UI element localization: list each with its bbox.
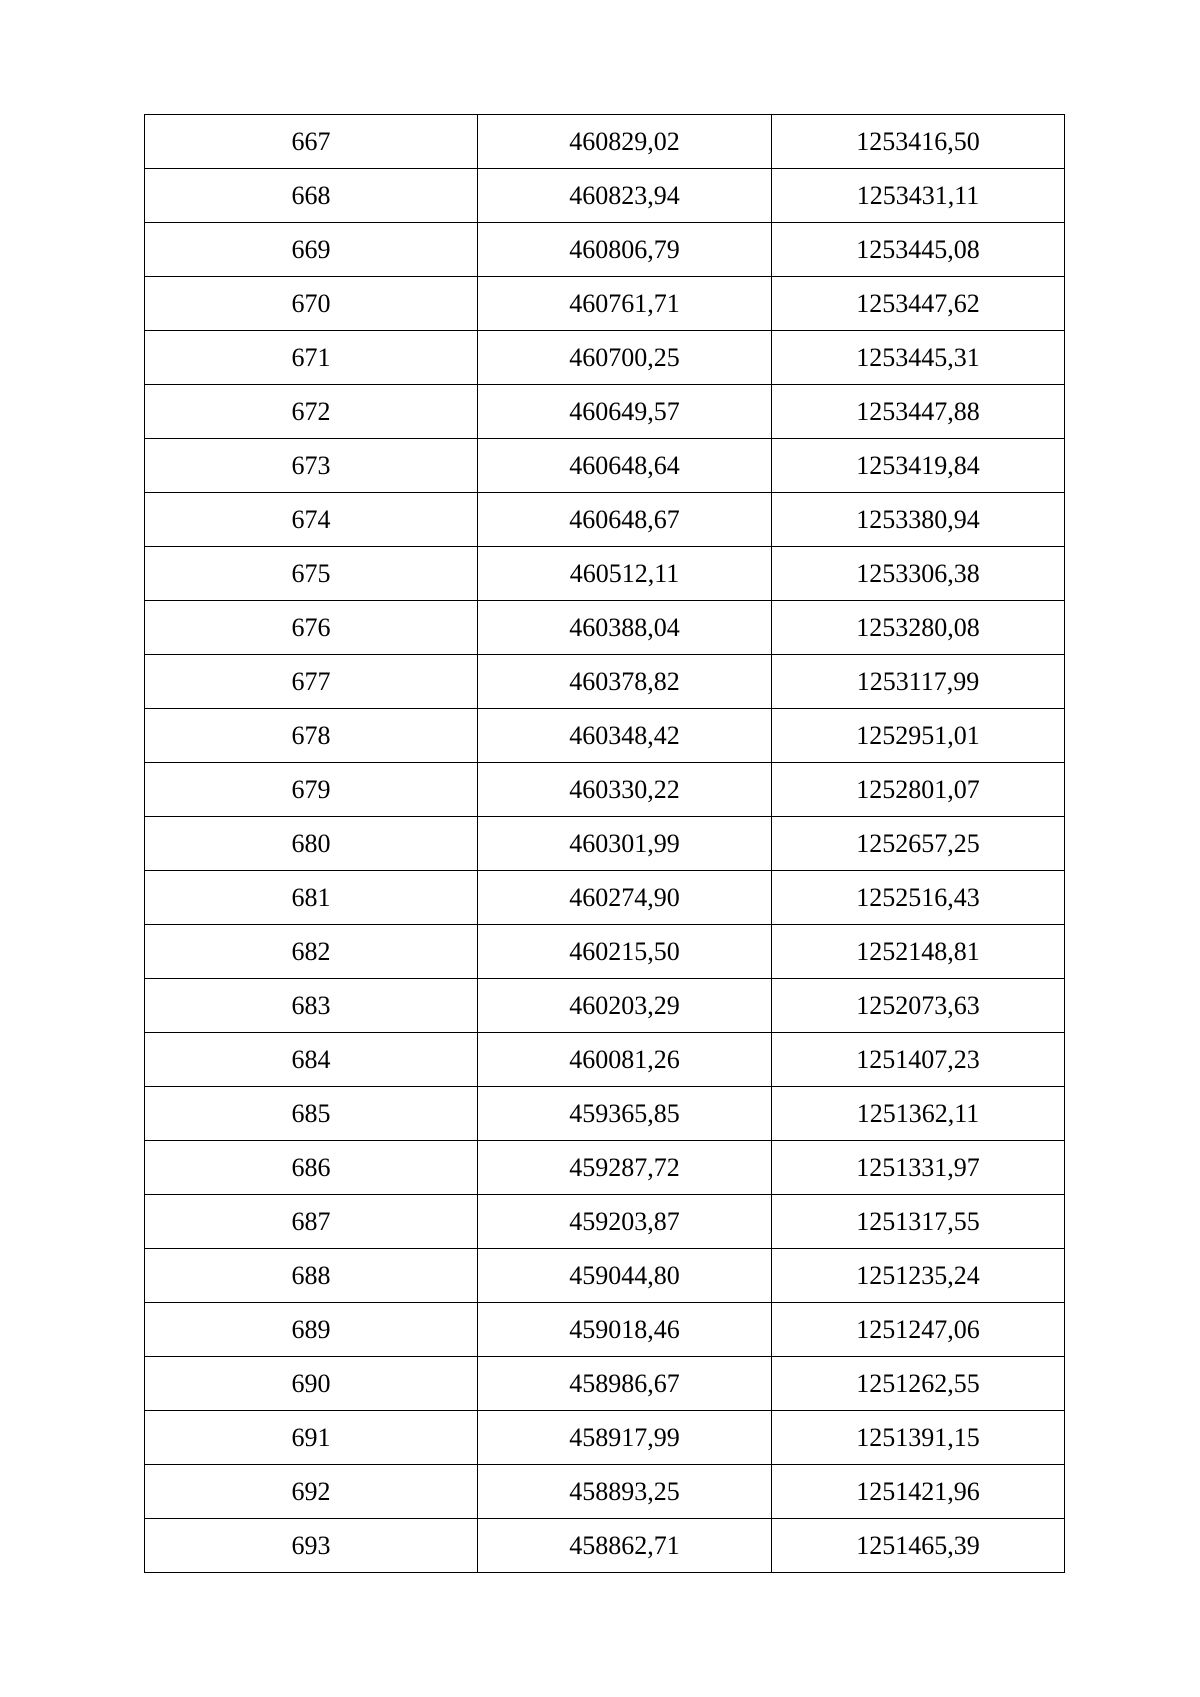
table-row — [145, 763, 1065, 817]
coordinates-table — [144, 114, 1065, 1573]
x-coordinate-cell: 459287,72 — [478, 1141, 772, 1195]
x-coordinate-cell: 460081,26 — [478, 1033, 772, 1087]
y-coordinate-cell: 1252657,25 — [772, 817, 1065, 871]
x-coordinate-cell: 460388,04 — [478, 601, 772, 655]
table-row — [145, 115, 1065, 169]
y-coordinate-cell: 1253280,08 — [772, 601, 1065, 655]
point-number-cell: 685 — [145, 1087, 478, 1141]
table-row — [145, 223, 1065, 277]
point-number-cell: 690 — [145, 1357, 478, 1411]
point-number-cell: 673 — [145, 439, 478, 493]
table-row — [145, 655, 1065, 709]
y-coordinate-cell: 1253445,08 — [772, 223, 1065, 277]
point-number-cell: 668 — [145, 169, 478, 223]
x-coordinate-cell: 460378,82 — [478, 655, 772, 709]
x-coordinate-cell: 458917,99 — [478, 1411, 772, 1465]
point-number-cell: 689 — [145, 1303, 478, 1357]
point-number-cell: 667 — [145, 115, 478, 169]
point-number-cell: 671 — [145, 331, 478, 385]
table-row — [145, 1141, 1065, 1195]
table-row — [145, 547, 1065, 601]
x-coordinate-cell: 460274,90 — [478, 871, 772, 925]
x-coordinate-cell: 460823,94 — [478, 169, 772, 223]
y-coordinate-cell: 1251235,24 — [772, 1249, 1065, 1303]
y-coordinate-cell: 1252801,07 — [772, 763, 1065, 817]
y-coordinate-cell: 1251331,97 — [772, 1141, 1065, 1195]
y-coordinate-cell: 1251421,96 — [772, 1465, 1065, 1519]
point-number-cell: 670 — [145, 277, 478, 331]
table-row — [145, 1303, 1065, 1357]
point-number-cell: 692 — [145, 1465, 478, 1519]
point-number-cell: 672 — [145, 385, 478, 439]
table-row — [145, 1087, 1065, 1141]
y-coordinate-cell: 1251317,55 — [772, 1195, 1065, 1249]
x-coordinate-cell: 460203,29 — [478, 979, 772, 1033]
point-number-cell: 679 — [145, 763, 478, 817]
y-coordinate-cell: 1252951,01 — [772, 709, 1065, 763]
point-number-cell: 677 — [145, 655, 478, 709]
coordinates-table-body — [145, 115, 1065, 1573]
point-number-cell: 684 — [145, 1033, 478, 1087]
x-coordinate-cell: 459044,80 — [478, 1249, 772, 1303]
point-number-cell: 687 — [145, 1195, 478, 1249]
table-row — [145, 493, 1065, 547]
y-coordinate-cell: 1252148,81 — [772, 925, 1065, 979]
table-row — [145, 979, 1065, 1033]
table-row — [145, 925, 1065, 979]
table-row — [145, 439, 1065, 493]
point-number-cell: 680 — [145, 817, 478, 871]
y-coordinate-cell: 1251247,06 — [772, 1303, 1065, 1357]
point-number-cell: 675 — [145, 547, 478, 601]
x-coordinate-cell: 459365,85 — [478, 1087, 772, 1141]
y-coordinate-cell: 1253419,84 — [772, 439, 1065, 493]
x-coordinate-cell: 460330,22 — [478, 763, 772, 817]
x-coordinate-cell: 460512,11 — [478, 547, 772, 601]
point-number-cell: 669 — [145, 223, 478, 277]
y-coordinate-cell: 1251465,39 — [772, 1519, 1065, 1573]
x-coordinate-cell: 460301,99 — [478, 817, 772, 871]
table-row — [145, 385, 1065, 439]
y-coordinate-cell: 1253447,62 — [772, 277, 1065, 331]
x-coordinate-cell: 458862,71 — [478, 1519, 772, 1573]
point-number-cell: 676 — [145, 601, 478, 655]
x-coordinate-cell: 458986,67 — [478, 1357, 772, 1411]
x-coordinate-cell: 458893,25 — [478, 1465, 772, 1519]
y-coordinate-cell: 1253306,38 — [772, 547, 1065, 601]
x-coordinate-cell: 460648,67 — [478, 493, 772, 547]
y-coordinate-cell: 1253447,88 — [772, 385, 1065, 439]
point-number-cell: 678 — [145, 709, 478, 763]
table-row — [145, 817, 1065, 871]
table-row — [145, 277, 1065, 331]
table-row — [145, 331, 1065, 385]
y-coordinate-cell: 1252516,43 — [772, 871, 1065, 925]
table-row — [145, 1195, 1065, 1249]
table-row — [145, 709, 1065, 763]
x-coordinate-cell: 459203,87 — [478, 1195, 772, 1249]
y-coordinate-cell: 1253445,31 — [772, 331, 1065, 385]
point-number-cell: 674 — [145, 493, 478, 547]
table-row — [145, 1519, 1065, 1573]
x-coordinate-cell: 460761,71 — [478, 277, 772, 331]
y-coordinate-cell: 1251362,11 — [772, 1087, 1065, 1141]
x-coordinate-cell: 460700,25 — [478, 331, 772, 385]
table-row — [145, 1249, 1065, 1303]
x-coordinate-cell: 460215,50 — [478, 925, 772, 979]
point-number-cell: 686 — [145, 1141, 478, 1195]
table-row — [145, 1033, 1065, 1087]
x-coordinate-cell: 460648,64 — [478, 439, 772, 493]
y-coordinate-cell: 1252073,63 — [772, 979, 1065, 1033]
y-coordinate-cell: 1253416,50 — [772, 115, 1065, 169]
y-coordinate-cell: 1251391,15 — [772, 1411, 1065, 1465]
y-coordinate-cell: 1251262,55 — [772, 1357, 1065, 1411]
point-number-cell: 693 — [145, 1519, 478, 1573]
y-coordinate-cell: 1251407,23 — [772, 1033, 1065, 1087]
point-number-cell: 681 — [145, 871, 478, 925]
point-number-cell: 691 — [145, 1411, 478, 1465]
y-coordinate-cell: 1253380,94 — [772, 493, 1065, 547]
table-row — [145, 1411, 1065, 1465]
y-coordinate-cell: 1253117,99 — [772, 655, 1065, 709]
table-row — [145, 1465, 1065, 1519]
x-coordinate-cell: 459018,46 — [478, 1303, 772, 1357]
table-row — [145, 169, 1065, 223]
point-number-cell: 688 — [145, 1249, 478, 1303]
point-number-cell: 682 — [145, 925, 478, 979]
point-number-cell: 683 — [145, 979, 478, 1033]
table-row — [145, 601, 1065, 655]
x-coordinate-cell: 460649,57 — [478, 385, 772, 439]
x-coordinate-cell: 460806,79 — [478, 223, 772, 277]
table-row — [145, 1357, 1065, 1411]
table-row — [145, 871, 1065, 925]
x-coordinate-cell: 460348,42 — [478, 709, 772, 763]
y-coordinate-cell: 1253431,11 — [772, 169, 1065, 223]
x-coordinate-cell: 460829,02 — [478, 115, 772, 169]
